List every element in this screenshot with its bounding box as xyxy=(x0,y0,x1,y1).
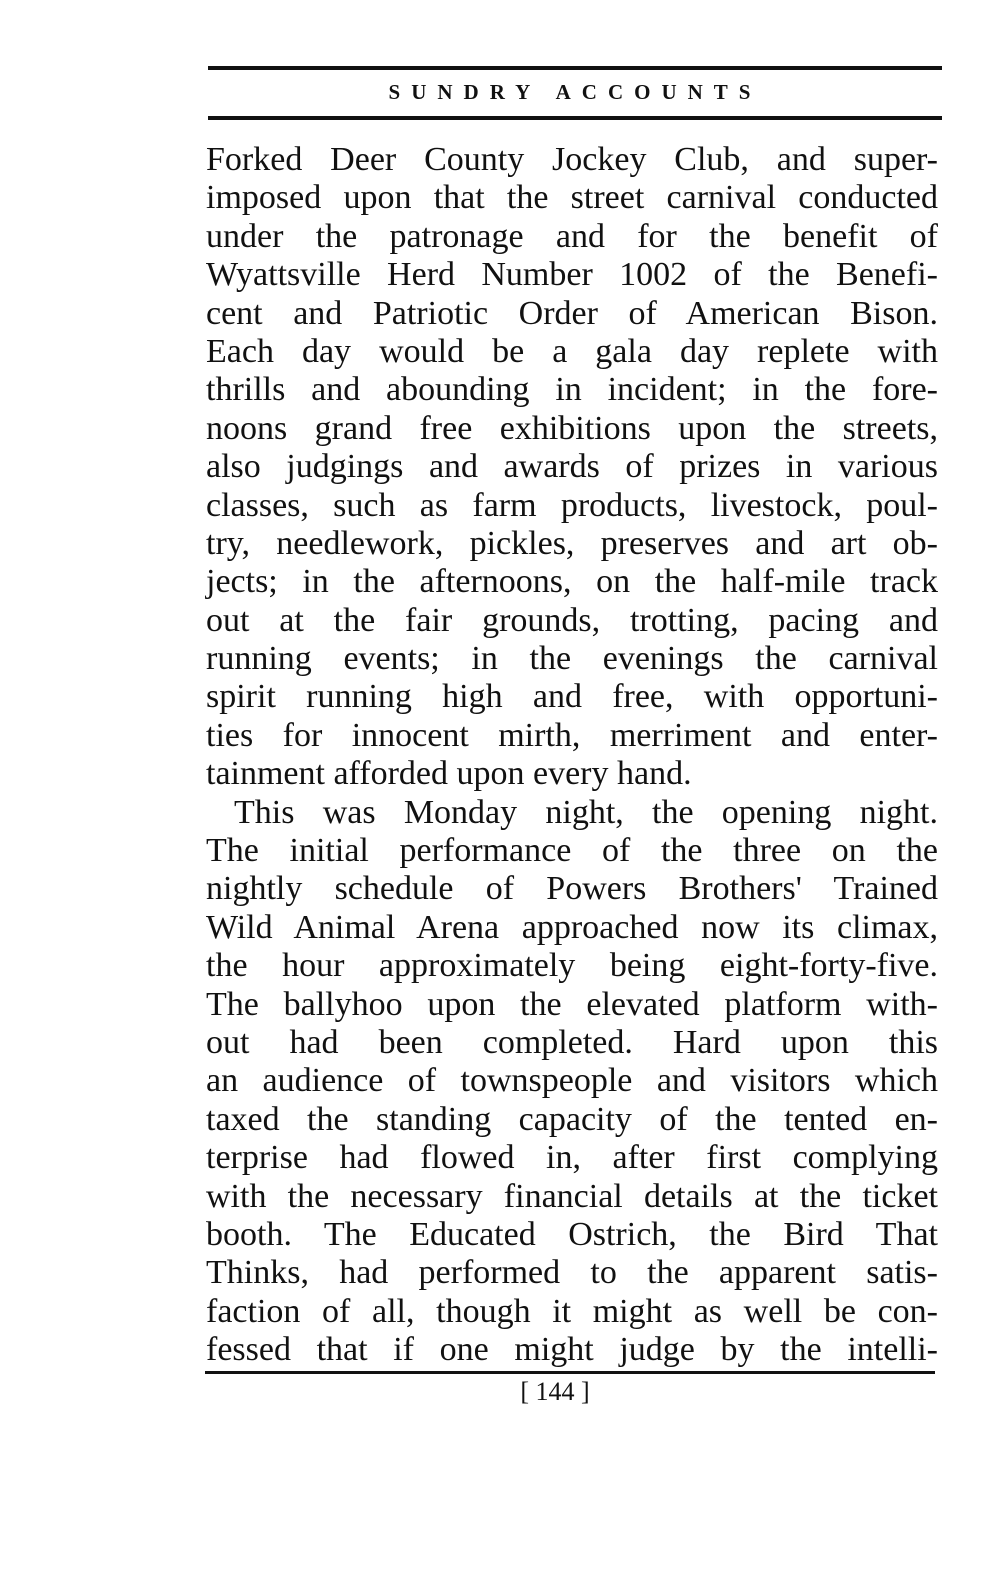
text-line: terprise had flowed in, after first complying xyxy=(206,1139,938,1177)
text-line: Forked Deer County Jockey Club, and super- xyxy=(206,141,938,178)
text-line: Thinks, had performed to the apparent satis- xyxy=(206,1254,938,1292)
text-line: taxed the standing capacity of the tented en- xyxy=(206,1100,938,1138)
text-line: ties for innocent mirth, merriment and enter- xyxy=(206,716,938,754)
text-line: fessed that if one might judge by the intelli- xyxy=(206,1331,938,1369)
text-line: noons grand free exhibitions upon the streets, xyxy=(206,409,938,447)
text-line: jects; in the afternoons, on the half-mile track xyxy=(206,563,938,601)
text-line: Each day would be a gala day replete with xyxy=(206,332,938,370)
body-text xyxy=(206,141,938,1370)
text-line: classes, such as farm products, livestock, poul- xyxy=(206,486,938,524)
text-line: The initial performance of the three on the xyxy=(206,832,938,870)
text-line: nightly schedule of Powers Brothers' Trained xyxy=(206,870,938,908)
footer-rule xyxy=(205,1371,935,1374)
page-number: [ 144 ] xyxy=(520,1377,590,1406)
text-line: out had been completed. Hard upon this xyxy=(206,1023,938,1061)
text-line: try, needlework, pickles, preserves and art ob- xyxy=(206,524,938,562)
text-line: cent and Patriotic Order of American Bison. xyxy=(206,294,938,332)
text-line: Wyattsville Herd Number 1002 of the Benefi- xyxy=(206,256,938,294)
text-line: spirit running high and free, with opportuni- xyxy=(206,678,938,716)
header-top-rule xyxy=(208,66,942,70)
text-line: an audience of townspeople and visitors which xyxy=(206,1062,938,1100)
text-line: running events; in the evenings the carnival xyxy=(206,640,938,678)
text-line: thrills and abounding in incident; in the fore- xyxy=(206,371,938,409)
text-line: Wild Animal Arena approached now its climax, xyxy=(206,908,938,946)
text-line: with the necessary financial details at the ticket xyxy=(206,1177,938,1215)
text-line: tainment afforded upon every hand. xyxy=(206,755,692,793)
text-line: also judgings and awards of prizes in various xyxy=(206,448,938,486)
text-line: The ballyhoo upon the elevated platform with- xyxy=(206,985,938,1023)
text-line: booth. The Educated Ostrich, the Bird That xyxy=(206,1215,938,1253)
text-line: out at the fair grounds, trotting, pacing and xyxy=(206,601,938,639)
text-line: the hour approximately being eight-forty-five. xyxy=(206,947,938,985)
text-line: faction of all, though it might as well be con- xyxy=(206,1292,938,1330)
text-line: This was Monday night, the opening night. xyxy=(234,793,938,831)
header-bottom-rule xyxy=(208,116,942,120)
text-line: under the patronage and for the benefit of xyxy=(206,217,938,255)
running-header: SUNDRY ACCOUNTS xyxy=(388,80,762,104)
text-line: imposed upon that the street carnival conducted xyxy=(206,179,938,217)
